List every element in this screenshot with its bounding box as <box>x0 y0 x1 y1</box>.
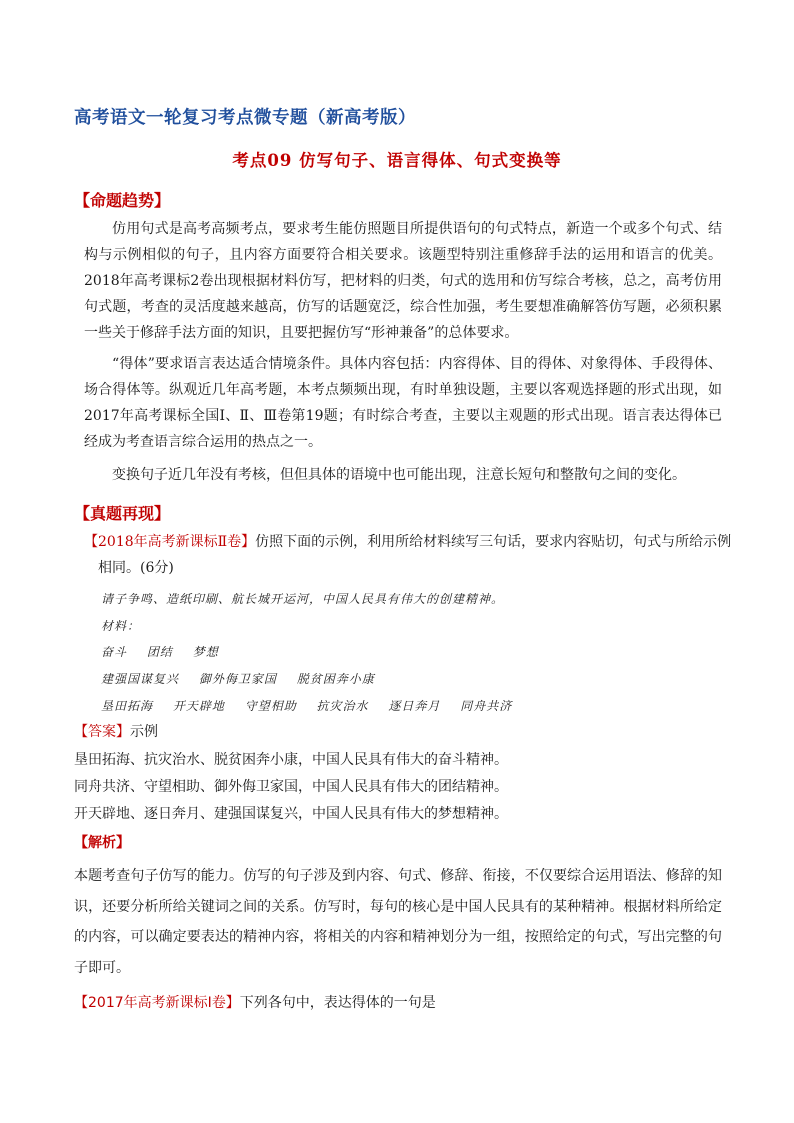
question-2-text: 下列各句中，表达得体的一句是 <box>239 995 436 1011</box>
material-word: 垦田拓海 <box>101 699 154 713</box>
material-word: 守望相助 <box>244 699 297 713</box>
answer-header <box>74 721 158 743</box>
material-word: 团结 <box>146 645 173 659</box>
real-questions-heading: 【真题再现】 <box>74 504 171 523</box>
answer-line-2: 同舟共济、守望相助、御外侮卫家国，中国人民具有伟大的团结精神。 <box>74 779 508 795</box>
question-2 <box>74 992 436 1014</box>
series-title: 高考语文一轮复习考点微专题（新高考版） <box>74 108 416 128</box>
answer-line-1: 垦田拓海、抗灾治水、脱贫困奔小康，中国人民具有伟大的奋斗精神。 <box>74 752 508 768</box>
question-1 <box>84 529 738 581</box>
topic-title: 考点09 仿写句子、语言得体、句式变换等 <box>232 151 562 170</box>
material-word: 开天辟地 <box>172 699 225 713</box>
material-word: 同舟共济 <box>460 699 513 713</box>
material-row-2 <box>101 670 390 687</box>
question-1-text: 仿照下面的示例，利用所给材料续写三句话，要求内容贴切，句式与所给示例相同。(6分) <box>98 534 732 576</box>
question-1-example: 请子争鸣、造纸印刷、航长城开运河，中国人民具有伟大的创建精神。 <box>101 592 505 606</box>
question-2-source: 【2017年高考新课标Ⅰ卷】 <box>74 995 240 1011</box>
material-word: 御外侮卫家国 <box>198 672 277 686</box>
material-label: 材料： <box>101 619 141 633</box>
material-word: 抗灾治水 <box>316 699 369 713</box>
question-1-source: 【2018年高考新课标Ⅱ卷】 <box>84 534 256 550</box>
trend-heading: 【命题趋势】 <box>74 191 171 210</box>
answer-line-3: 开天辟地、逐日奔月、建强国谋复兴，中国人民具有伟大的梦想精神。 <box>74 806 508 822</box>
answer-note: 示例 <box>130 724 158 740</box>
trend-paragraph-3: 变换句子近几年没有考核，但但具体的语境中也可能出现，注意长短句和整散句之间的变化。 <box>112 467 686 483</box>
material-word: 逐日奔月 <box>388 699 441 713</box>
material-row-3 <box>101 697 527 714</box>
material-word: 建强国谋复兴 <box>101 672 180 686</box>
trend-paragraph-2: “得体”要求语言表达适合情境条件。具体内容包括：内容得体、目的得体、对象得体、手段得体、场合得体等。纵观近几年高考题，本考点频频出现，有时单独设题，主要以客观选择题的形式出现，如2017年高考课标全国Ⅰ、Ⅱ、Ⅲ卷第19题；有时综合考查，主要以主观题的形式出现。语言表达得体已经成为考查语言综合运用的热点之一。 <box>84 356 722 450</box>
material-word: 脱贫困奔小康 <box>296 672 375 686</box>
material-word: 梦想 <box>192 645 219 659</box>
answer-label: 【答案】 <box>74 724 130 740</box>
analysis-text: 本题考查句子仿写的能力。仿写的句子涉及到内容、句式、修辞、衔接，不仅要综合运用语法、修辞的知识，还要分析所给关键词之间的关系。仿写时，每句的核心是中国人民具有的某种精神。根据材料所给定的内容，可以确定要表达的精神内容，将相关的内容和精神划分为一组，按照给定的句式，写出完整的句子即可。 <box>74 868 722 976</box>
material-row-1 <box>101 643 234 660</box>
trend-paragraph-1: 仿用句式是高考高频考点，要求考生能仿照题目所提供语句的句式特点，新造一个或多个句式、结构与示例相似的句子，且内容方面要符合相关要求。该题型特别注重修辞手法的运用和语言的优美。2018年高考课标2卷出现根据材料仿写，把材料的归类，句式的选用和仿写综合考核，总之，高考仿用句式题，考查的灵活度越来越高，仿写的话题宽泛，综合性加强，考生要想准确解答仿写题，必须积累一些关于修辞手法方面的知识，且要把握仿写“形神兼备”的总体要求。 <box>84 221 722 341</box>
material-word: 奋斗 <box>101 645 128 659</box>
analysis-label: 【解析】 <box>74 835 130 851</box>
